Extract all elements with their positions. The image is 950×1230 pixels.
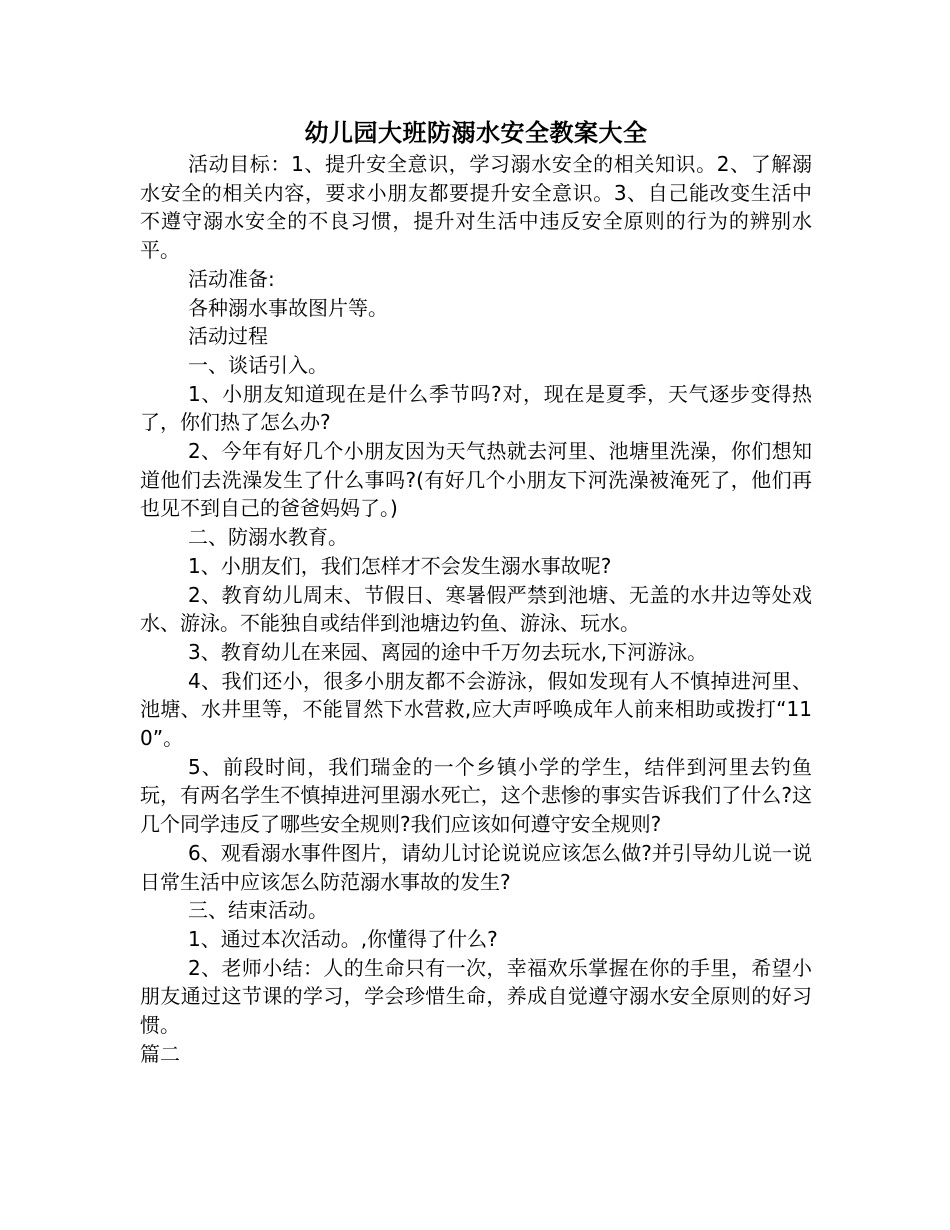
paragraph-section-3-item-1: 1、通过本次活动。,你懂得了什么? (188, 926, 498, 951)
paragraph-section-1-item-1: 1、小朋友知道现在是什么季节吗?对，现在是夏季，天气逐步变得热了，你们热了怎么办? (140, 381, 812, 435)
paragraph-goals: 活动目标：1、提升安全意识，学习溺水安全的相关知识。2、了解溺水安全的相关内容，要求小朋友都要提升安全意识。3、自己能改变生活中不遵守溺水安全的不良习惯，提升对生活中违反安全原则的行为的辨别水平。 (140, 152, 812, 263)
document-body (140, 150, 812, 1069)
paragraph-section-2-heading: 二、防溺水教育。 (188, 525, 348, 550)
paragraph-section-3-heading: 三、结束活动。 (188, 898, 328, 923)
paragraph-section-2-item-4: 4、我们还小，很多小朋友都不会游泳，假如发现有人不慎掉进河里、池塘、水井里等，不能冒然下水营救,应大声呼唤成年人前来相助或拨打“110”。 (140, 668, 812, 751)
paragraph-section-2-item-3: 3、教育幼儿在来园、离园的途中千万勿去玩水,下河游泳。 (188, 639, 708, 664)
paragraph-preparation: 各种溺水事故图片等。 (188, 295, 388, 320)
paragraph-section-2-item-1: 1、小朋友们，我们怎样才不会发生溺水事故呢? (188, 553, 612, 578)
section-label: 篇二 (140, 1041, 180, 1066)
paragraph-process-heading: 活动过程 (188, 324, 268, 349)
paragraph-section-3-item-2: 2、老师小结：人的生命只有一次，幸福欢乐掌握在你的手里，希望小朋友通过这节课的学习，学会珍惜生命，养成自觉遵守溺水安全原则的好习惯。 (140, 955, 812, 1038)
paragraph-section-2-item-6: 6、观看溺水事件图片，请幼儿讨论说说应该怎么做?并引导幼儿说一说日常生活中应该怎么防范溺水事故的发生? (140, 840, 812, 894)
paragraph-section-2-item-5: 5、前段时间，我们瑞金的一个乡镇小学的学生，结伴到河里去钓鱼玩，有两名学生不慎掉进河里溺水死亡，这个悲惨的事实告诉我们了什么?这几个同学违反了哪些安全规则?我们应该如何遵守安全规则? (140, 754, 812, 837)
paragraph-section-1-heading: 一、谈话引入。 (188, 352, 328, 377)
document-page (140, 116, 812, 1069)
paragraph-section-1-item-2: 2、今年有好几个小朋友因为天气热就去河里、池塘里洗澡，你们想知道他们去洗澡发生了什么事吗?(有好几个小朋友下河洗澡被淹死了，他们再也见不到自己的爸爸妈妈了。) (140, 439, 812, 521)
paragraph-preparation-heading: 活动准备: (188, 266, 275, 291)
document-title: 幼儿园大班防溺水安全教案大全 (304, 119, 648, 147)
paragraph-section-2-item-2: 2、教育幼儿周末、节假日、寒暑假严禁到池塘、无盖的水井边等处戏水、游泳。不能独自或结伴到池塘边钓鱼、游泳、玩水。 (140, 582, 812, 636)
